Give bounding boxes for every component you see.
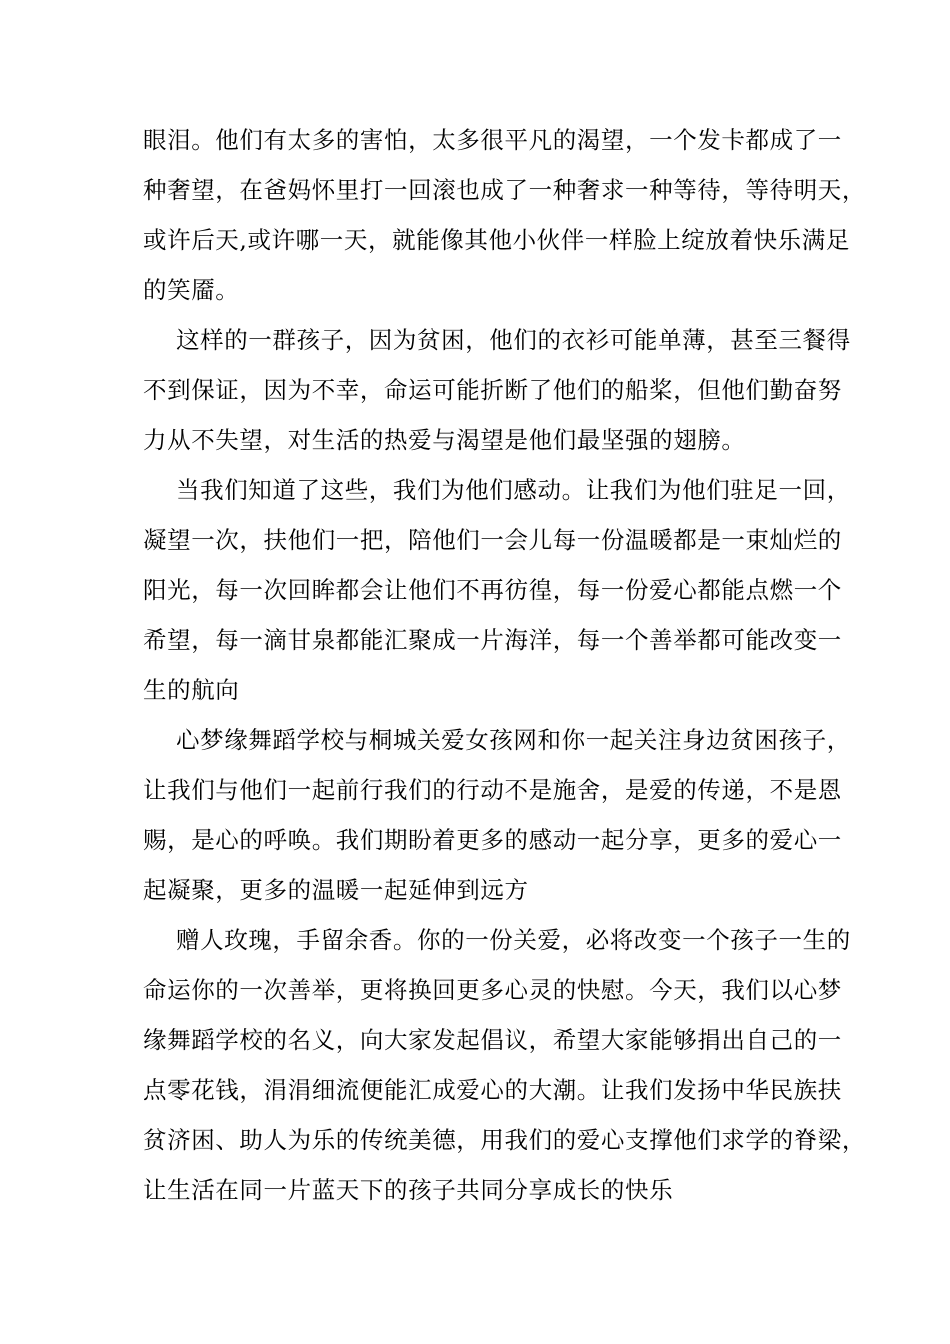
text-line: 凝望一次，扶他们一把，陪他们一会儿每一份温暖都是一束灿烂的: [143, 526, 842, 554]
text-line: 的笑靥。: [143, 276, 240, 304]
text-line: 眼泪。他们有太多的害怕，太多很平凡的渴望，一个发卡都成了一: [143, 126, 842, 154]
text-line: 赐，是心的呼唤。我们期盼着更多的感动一起分享，更多的爱心一: [143, 826, 842, 854]
paragraph-first-line: 心梦缘舞蹈学校与桐城关爱女孩网和你一起关注身边贫困孩子，: [176, 726, 851, 754]
paragraph-first-line: 当我们知道了这些，我们为他们感动。让我们为他们驻足一回，: [176, 476, 851, 504]
text-line: 种奢望，在爸妈怀里打一回滚也成了一种奢求一种等待，等待明天，: [143, 176, 866, 204]
text-line: 阳光，每一次回眸都会让他们不再彷徨，每一份爱心都能点燃一个: [143, 576, 842, 604]
text-line: 生的航向: [143, 676, 240, 704]
text-line: 希望，每一滴甘泉都能汇聚成一片海洋，每一个善举都可能改变一: [143, 626, 842, 654]
text-line: 让生活在同一片蓝天下的孩子共同分享成长的快乐: [143, 1176, 674, 1204]
text-line: 让我们与他们一起前行我们的行动不是施舍，是爱的传递，不是恩: [143, 776, 842, 804]
text-line: 力从不失望，对生活的热爱与渴望是他们最坚强的翅膀。: [143, 426, 746, 454]
text-line: 命运你的一次善举，更将换回更多心灵的快慰。今天，我们以心梦: [143, 976, 842, 1004]
text-line: 起凝聚，更多的温暖一起延伸到远方: [143, 876, 529, 904]
text-line: 贫济困、助人为乐的传统美德，用我们的爱心支撑他们求学的脊梁，: [143, 1126, 866, 1154]
text-line: 点零花钱，涓涓细流便能汇成爱心的大潮。让我们发扬中华民族扶: [143, 1076, 842, 1104]
paragraph-first-line: 这样的一群孩子，因为贫困，他们的衣衫可能单薄，甚至三餐得: [176, 326, 851, 354]
text-line: 或许后天,或许哪一天，就能像其他小伙伴一样脸上绽放着快乐满足: [143, 226, 850, 254]
text-line: 缘舞蹈学校的名义，向大家发起倡议，希望大家能够捐出自己的一: [143, 1026, 842, 1054]
paragraph-first-line: 赠人玫瑰，手留余香。你的一份关爱，必将改变一个孩子一生的: [176, 926, 851, 954]
text-line: 不到保证，因为不幸，命运可能折断了他们的船桨，但他们勤奋努: [143, 376, 842, 404]
